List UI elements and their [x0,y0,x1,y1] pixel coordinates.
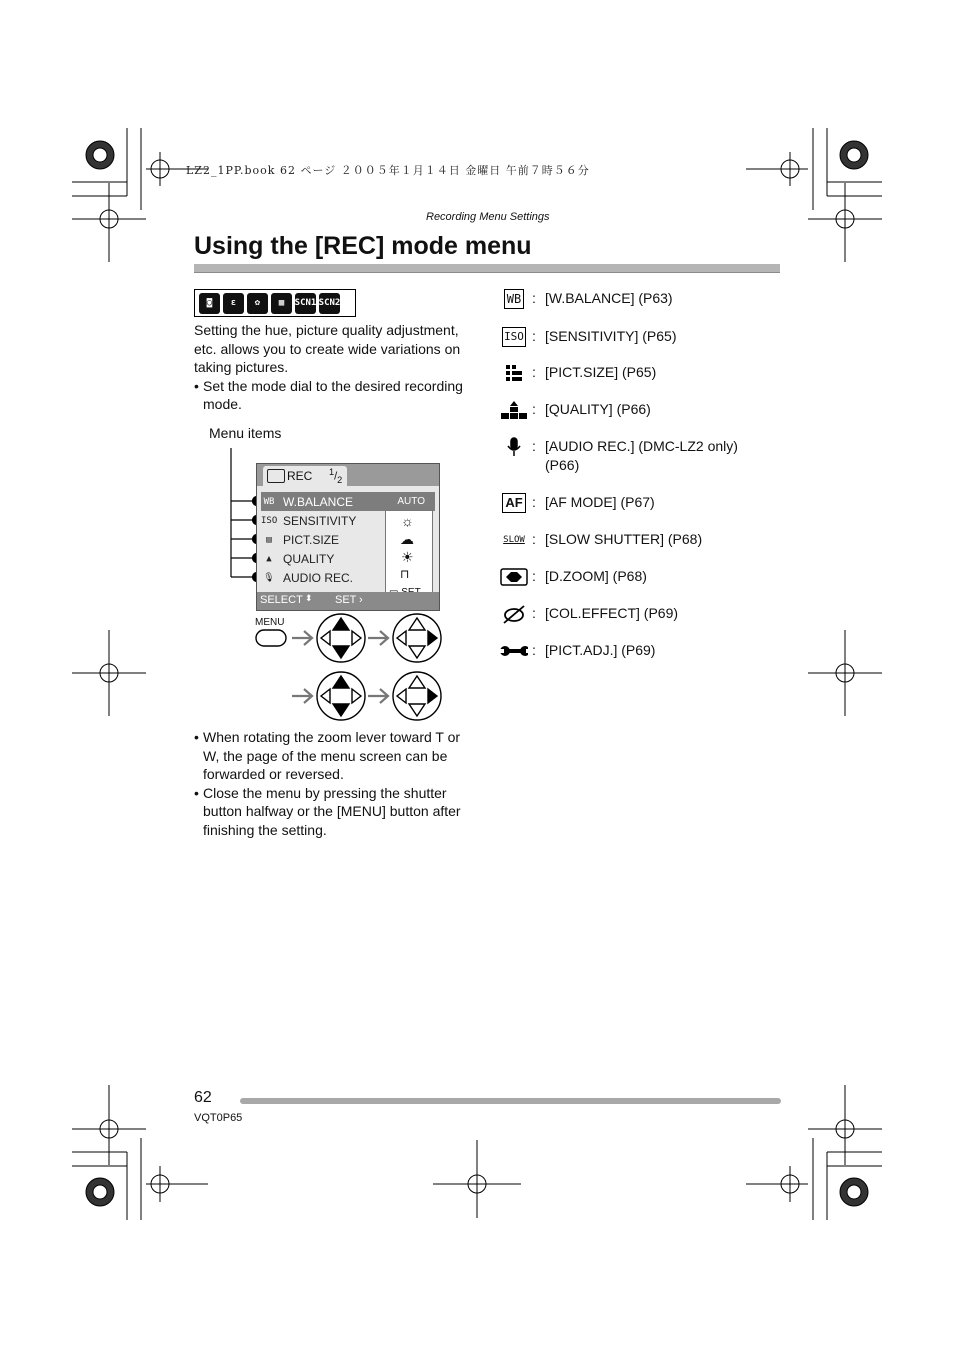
camera-icon [267,469,285,483]
wrench-icon [500,641,528,661]
intro-bullet: • Set the mode dial to the desired recording mode. [194,377,480,414]
row-label: W.BALANCE [283,494,354,509]
quality-icon [500,400,528,420]
d-zoom-icon [500,567,528,587]
motion-picture-icon: ▦ [271,293,292,314]
chevron-right-icon: › [359,594,363,606]
set-label: SET [335,594,357,606]
note-item: • Close the menu by pressing the shutter button halfway or the [MENU] button after finishing the setting. [194,784,480,840]
intro-paragraph: Setting the hue, picture quality adjustment, etc. allows you to create wide variations on taking pictures. [194,322,461,375]
page-indicator: $^1/_2$ [329,467,343,485]
menu-row-pict-size[interactable] [261,530,387,549]
rec-tab [263,466,347,486]
wb-icon: WB [263,496,275,507]
menu-row-audio-rec[interactable] [261,568,387,587]
menu-screen [256,463,440,611]
camera-icon: ◙ [199,293,220,314]
title-underline [194,264,780,273]
iso-icon: ISO [261,515,278,526]
menu-row-w-balance[interactable] [261,492,435,511]
iso-icon: ISO [500,327,528,347]
shade-icon: ☀ [401,549,414,565]
menu-row-sensitivity[interactable] [261,511,387,530]
note-item: • When rotating the zoom lever toward T or W, the page of the menu screen can be forwarded or reversed. [194,728,480,784]
screen-header [257,464,439,486]
menu-row-quality[interactable] [261,549,387,568]
white-set-icon: ⊓ [400,567,410,581]
macro-icon: ✿ [247,293,268,314]
microphone-icon [500,437,528,457]
row-label: AUDIO REC. [283,570,354,585]
menu-button-label: MENU [255,617,285,628]
row-label: SENSITIVITY [283,513,357,528]
button-sequence-diagram [250,610,450,725]
menu-items-label: Menu items [209,425,282,441]
pict-size-icon: ▤ [266,534,272,545]
rec-tab-label: REC [287,469,313,483]
footer-bar [240,1098,781,1104]
row-label: QUALITY [283,551,335,566]
economy-icon: ε [223,293,244,314]
cloud-icon: ☁ [400,531,414,547]
quality-icon: ▲ [266,553,272,564]
page-number: 62 [194,1089,212,1106]
intro [194,321,480,414]
mode-icons [194,289,356,317]
scn2-icon: SCN2 [319,293,340,314]
scn1-icon: SCN1 [295,293,316,314]
section-title: Recording Menu Settings [426,211,550,223]
select-label: SELECT [260,594,303,606]
af-mode-icon: AF [500,493,528,513]
screen-footer [257,592,439,610]
document-code: VQT0P65 [194,1112,243,1124]
pict-size-icon [500,363,528,383]
selected-value: AUTO [397,496,425,507]
wb-icon: WB [500,289,528,309]
sun-icon: ☼ [401,513,414,529]
page-title: Using the [REC] mode menu [194,232,532,260]
print-info: LZ2_1PP.book 62 ページ ２００５年１月１４日 金曜日 午前７時５６分 [186,164,590,177]
notes [194,728,480,839]
microphone-icon: 🎙 [263,572,275,583]
slow-shutter-icon: SLOW [503,534,525,545]
col-effect-icon [500,604,528,624]
select-arrows-icon: ⬍ [305,593,313,603]
row-label: PICT.SIZE [283,532,340,547]
